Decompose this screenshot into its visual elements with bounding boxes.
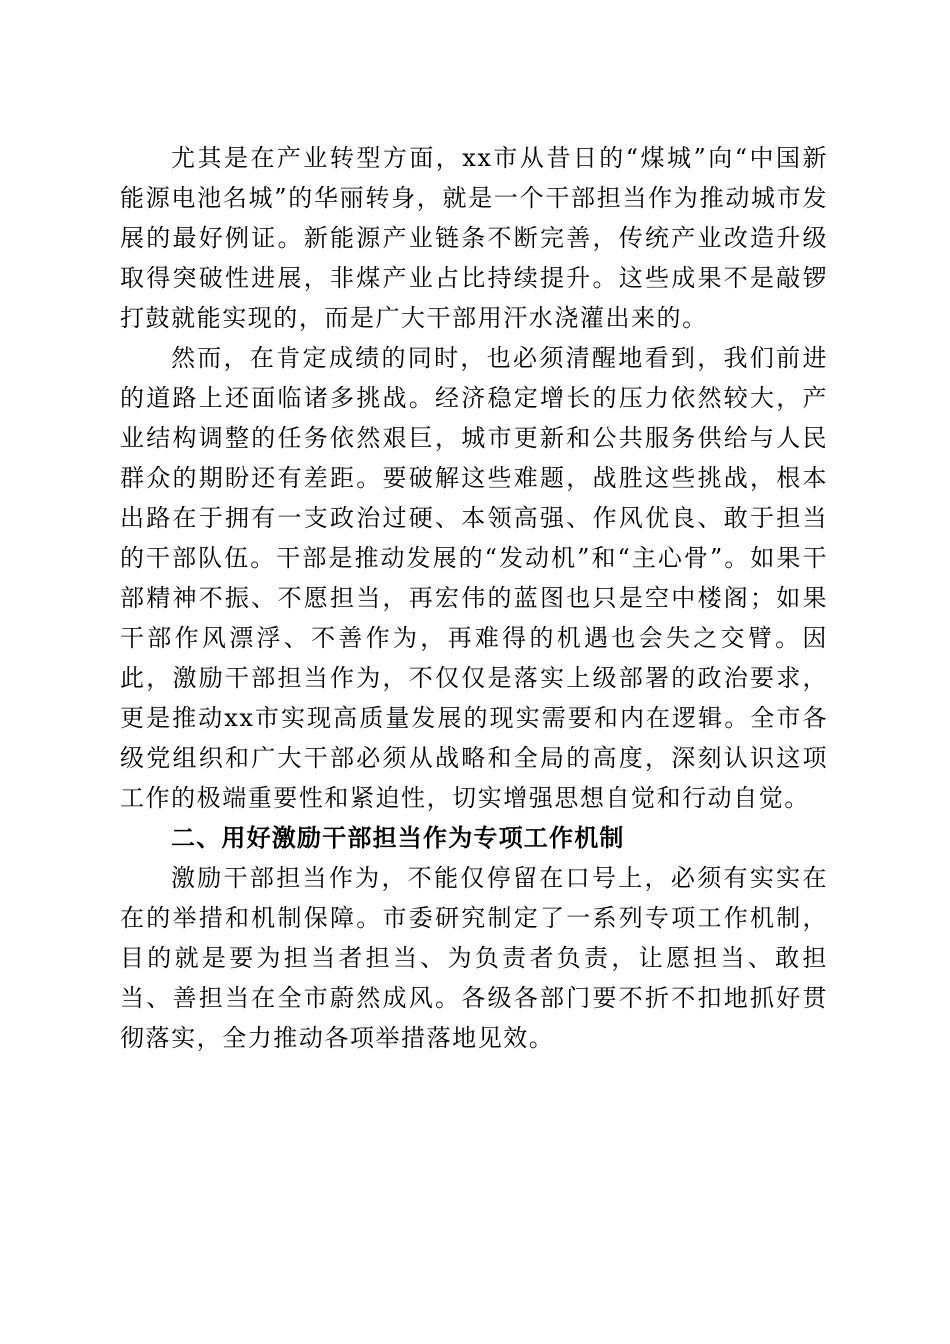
document-page — [120, 138, 828, 1058]
paragraph-work-mechanism: 激励干部担当作为，不能仅停留在口号上，必须有实实在在的举措和机制保障。市委研究制定了一系列专项工作机制，目的就是要为担当者担当、为负责者负责，让愿担当、敢担当、善担当在全市蔚然成风。各级各部门要不折不扣地抓好贯彻落实，全力推动各项举措落地见效。 — [120, 864, 828, 1052]
paragraph-challenges: 然而，在肯定成绩的同时，也必须清醒地看到，我们前进的道路上还面临诸多挑战。经济稳定增长的压力依然较大，产业结构调整的任务依然艰巨，城市更新和公共服务供给与人民群众的期盼还有差距。要破解这些难题，战胜这些挑战，根本出路在于拥有一支政治过硬、本领高强、作风优良、敢于担当的干部队伍。干部是推动发展的“发动机”和“主心骨”。如果干部精神不振、不愿担当，再宏伟的蓝图也只是空中楼阁；如果干部作风漂浮、不善作为，再难得的机遇也会失之交臂。因此，激励干部担当作为，不仅仅是落实上级部署的政治要求，更是推动xx市实现高质量发展的现实需要和内在逻辑。全市各级党组织和广大干部必须从战略和全局的高度，深刻认识这项工作的极端重要性和紧迫性，切实增强思想自觉和行动自觉。 — [120, 344, 828, 812]
section-heading: 二、用好激励干部担当作为专项工作机制 — [171, 824, 625, 852]
paragraph-industrial-transformation: 尤其是在产业转型方面，xx市从昔日的“煤城”向“中国新能源电池名城”的华丽转身，就是一个干部担当作为推动城市发展的最好例证。新能源产业链条不断完善，传统产业改造升级取得突破性进展，非煤产业占比持续提升。这些成果不是敲锣打鼓就能实现的，而是广大干部用汗水浇灌出来的。 — [120, 144, 828, 332]
